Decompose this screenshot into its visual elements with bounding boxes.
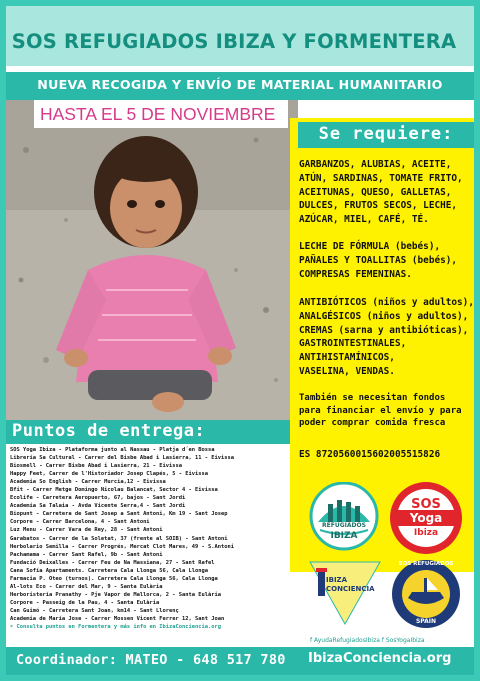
- delivery-point: Biopunt - Carretera de Sant Josep a Sant Antoni, Km 19 - Sant Josep: [10, 511, 228, 518]
- consult-link[interactable]: ➤ Consulta puntos en Formentera y más info en IbizaConciencia.org: [10, 624, 221, 631]
- bank-account: [299, 448, 477, 462]
- medicine-list: [299, 296, 477, 379]
- food-line: AZÚCAR, MIEL, CAFÉ, TÉ.: [299, 214, 429, 226]
- delivery-header: [6, 420, 290, 444]
- delivery-point: Librería Sa Cultural - Carrer del Bisbe Abad i Lasierra, 11 - Eivissa: [10, 455, 234, 462]
- food-line: ATÚN, SARDINAS, TOMATE FRITO,: [299, 172, 463, 184]
- conciencia-line1: IBIZA: [326, 576, 348, 584]
- baby-line: COMPRESAS FEMENINAS.: [299, 268, 412, 280]
- social-hashtags[interactable]: f AyudaRefugiadosIbiza f SosYogaIbiza: [310, 637, 425, 644]
- delivery-point: Herboristería Pranathy - Pje Vapor de Mallorca, 2 - Santa Eulària: [10, 591, 221, 598]
- delivery-point: Ecolife - Carretera Aeropuerto, 67, bajos - Sant Jordi: [10, 495, 186, 502]
- deadline-text: HASTA EL 5 DE NOVIEMBRE: [40, 104, 276, 124]
- medicine-line: CREMAS (sarna y antibióticas),: [299, 324, 469, 336]
- medicine-line: ANALGÉSICOS (niños y adultos),: [299, 310, 469, 322]
- website-link[interactable]: IbizaConciencia.org: [308, 651, 452, 666]
- baby-line: LECHE DE FÓRMULA (bebés),: [299, 241, 441, 252]
- delivery-point: Biosmell - Carrer Bisbe Abad i Lasierra, 21 - Eivissa: [10, 463, 183, 470]
- delivery-point: Bfit - Carrer Metge Domingo Nicolau Balancat, Sector 4 - Eivissa: [10, 487, 218, 494]
- food-list: [299, 158, 477, 227]
- ibiza-conciencia-logo: [306, 560, 384, 626]
- delivery-point: Academia Sa Talaia - Avda Vicente Serra,4 - Sant Jordi: [10, 503, 186, 510]
- funds-note: [299, 392, 477, 430]
- poster-title: SOS REFUGIADOS IBIZA Y FORMENTERA: [11, 30, 457, 53]
- sos-yoga-logo: [388, 480, 464, 556]
- delivery-point: SOS Yoga Ibiza - Plataforma junto al Nassau - Platja d´en Bossa: [10, 447, 215, 453]
- logo-grid: [300, 474, 470, 634]
- conciencia-line2: CONCIENCIA: [326, 585, 375, 593]
- child-photo: [6, 100, 298, 420]
- baby-line: PAÑALES Y TOALLITAS (bebés),: [299, 254, 458, 266]
- delivery-point: Can Guimó - Carretera Sant Joan, km14 - Sant Llorenç: [10, 607, 179, 614]
- sos-refugiados-spain-logo: [390, 558, 462, 630]
- delivery-point: Corpore - Passeig de la Pau, 4 - Santa Eulària: [10, 599, 160, 606]
- spain-logo-bottom: SPAIN: [415, 618, 437, 625]
- delivery-point: Garabatos - Carrer de la Soletat, 37 (frente al SOIB) - Sant Antoni: [10, 535, 228, 542]
- medicine-line: ANTIHISTAMÍNICOS,: [299, 352, 395, 364]
- sos-yoga-line3: Ibiza: [413, 528, 439, 538]
- delivery-point: Academia So English - Carrer Murcia,12 - Eivissa: [10, 479, 166, 486]
- medicine-line: ANTIBIÓTICOS (niños y adultos),: [299, 297, 474, 308]
- sos-yoga-line1: SOS: [411, 497, 441, 512]
- delivery-title: Puntos de entrega:: [12, 421, 206, 441]
- account-number: ES 8720560015602005515826: [299, 449, 441, 460]
- medicine-line: VASELINA, VENDAS.: [299, 365, 395, 377]
- delivery-point: Corpore - Carrer Barcelona, 4 - Sant Antoni: [10, 519, 150, 526]
- subtitle-bar: [6, 72, 474, 100]
- deadline-box: [34, 100, 288, 128]
- delivery-point: Cana Sofía Apartaments. Carretera Cala Llonga 56, Cala Llonga: [10, 567, 208, 574]
- delivery-point: Pachamama - Carrer Sant Rafel, 9b - Sant Antoni: [10, 551, 163, 558]
- coordinator-contact: Coordinador: MATEO - 648 517 780: [16, 652, 286, 668]
- refugiados-logo-bottom: IBIZA: [330, 531, 358, 541]
- funds-line: para financiar el envío y para: [299, 405, 462, 416]
- poster-subtitle: NUEVA RECOGIDA Y ENVÍO DE MATERIAL HUMANITARIO: [37, 77, 443, 92]
- requirements-title: Se requiere:: [318, 124, 454, 144]
- requirements-header: [298, 122, 474, 148]
- food-line: ACEITUNAS, QUESO, GALLETAS,: [299, 186, 452, 198]
- sos-yoga-line2: Yoga: [409, 511, 443, 525]
- baby-hygiene-list: [299, 240, 477, 281]
- funds-line: poder comprar comida fresca: [299, 418, 446, 428]
- medicine-line: GASTROINTESTINALES,: [299, 338, 407, 350]
- delivery-point: Al-lots Eco - Carrer del Mar, 9 - Santa Eulària: [10, 583, 163, 590]
- delivery-point: Luz Menu - Carrer Vara de Rey, 28 - Sant Antoni: [10, 527, 163, 534]
- food-line: GARBANZOS, ALUBIAS, ACEITE,: [299, 159, 452, 170]
- delivery-point: Fundació Deixalles - Carrer Feu de Na Massiana, 27 - Sant Rafel: [10, 559, 215, 566]
- delivery-point: Herbolario Semilla - Carrer Progrés, Mercat Clot Mares, 49 - S.Antoni: [10, 543, 234, 550]
- spain-logo-arc: SOS REFUGIADOS: [398, 561, 454, 567]
- delivery-point: Farmacia P. Oteo (turnos). Carretera Cala Llonga 56, Cala Llonga: [10, 575, 218, 582]
- funds-line: También se necesitan fondos: [299, 393, 446, 403]
- food-line: DULCES, FRUTOS SECOS, LECHE,: [299, 200, 458, 212]
- delivery-point: Happy Feet, Carrer de l'Historiador Josep Clapés, 5 - Eivissa: [10, 471, 208, 478]
- refugiados-ibiza-logo: [306, 482, 382, 554]
- delivery-points-list: [10, 446, 292, 631]
- delivery-point: Academia de María Jose - Carrer Mossen Vicent Ferrer 12, Sant Joan: [10, 615, 225, 622]
- refugiados-logo-top: REFUGIADOS: [322, 522, 366, 529]
